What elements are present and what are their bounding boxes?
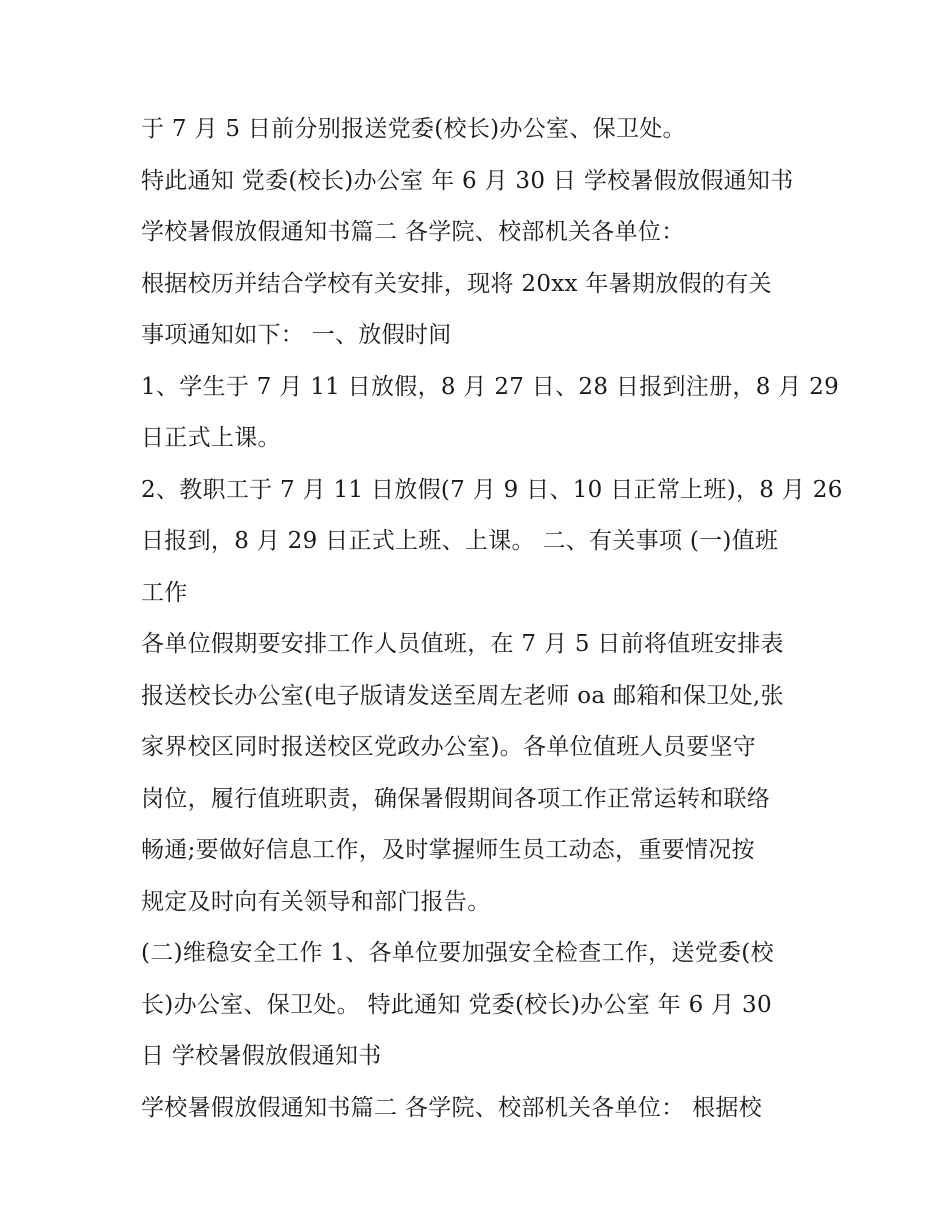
text-line: 报送校长办公室(电子版请发送至周左老师 oa 邮箱和保卫处,张 bbox=[141, 682, 784, 709]
text-line: 岗位，履行值班职责，确保暑假期间各项工作正常运转和联络 bbox=[141, 785, 771, 812]
paragraph-3 bbox=[141, 207, 831, 259]
text-line: 学校暑假放假通知书篇二 各学院、校部机关各单位： bbox=[141, 219, 685, 245]
paragraph-6 bbox=[141, 465, 843, 620]
text-line: 畅通;要做好信息工作，及时掌握师生员工动态，重要情况按 bbox=[141, 837, 755, 863]
paragraph-8 bbox=[141, 928, 831, 1083]
text-line: 各单位假期要安排工作人员值班，在 7 月 5 日前将值班安排表 bbox=[141, 631, 784, 657]
document-body bbox=[141, 104, 843, 1134]
paragraph-9 bbox=[141, 1083, 831, 1135]
text-line: 日 学校暑假放假通知书 bbox=[141, 1043, 382, 1069]
text-line: 根据校历并结合学校有关安排，现将 20xx 年暑期放假的有关 bbox=[141, 270, 772, 297]
paragraph-2 bbox=[141, 156, 831, 208]
text-line: (二)维稳安全工作 1、各单位要加强安全检查工作，送党委(校 bbox=[141, 940, 774, 966]
paragraph-5 bbox=[141, 362, 840, 465]
text-line: 于 7 月 5 日前分别报送党委(校长)办公室、保卫处。 bbox=[141, 116, 686, 142]
text-line: 特此通知 党委(校长)办公室 年 6 月 30 日 学校暑假放假通知书 bbox=[141, 167, 794, 194]
paragraph-7 bbox=[141, 619, 831, 928]
text-line: 日报到，8 月 29 日正式上班、上课。 二、有关事项 (一)值班 bbox=[141, 528, 779, 554]
text-line: 工作 bbox=[141, 579, 188, 606]
paragraph-4 bbox=[141, 259, 831, 362]
text-line: 家界校区同时报送校区党政办公室)。各单位值班人员要坚守 bbox=[141, 734, 757, 760]
text-line: 学校暑假放假通知书篇二 各学院、校部机关各单位： 根据校 bbox=[141, 1094, 763, 1121]
text-line: 日正式上课。 bbox=[141, 425, 281, 451]
text-line: 2、教职工于 7 月 11 日放假(7 月 9 日、10 日正常上班)，8 月 26 bbox=[141, 476, 843, 503]
text-line: 1、学生于 7 月 11 日放假，8 月 27 日、28 日报到注册，8 月 29 bbox=[141, 373, 840, 400]
paragraph-1 bbox=[141, 104, 831, 156]
text-line: 长)办公室、保卫处。 特此通知 党委(校长)办公室 年 6 月 30 bbox=[141, 991, 772, 1018]
text-line: 事项通知如下： 一、放假时间 bbox=[141, 322, 452, 348]
text-line: 规定及时向有关领导和部门报告。 bbox=[141, 888, 491, 915]
